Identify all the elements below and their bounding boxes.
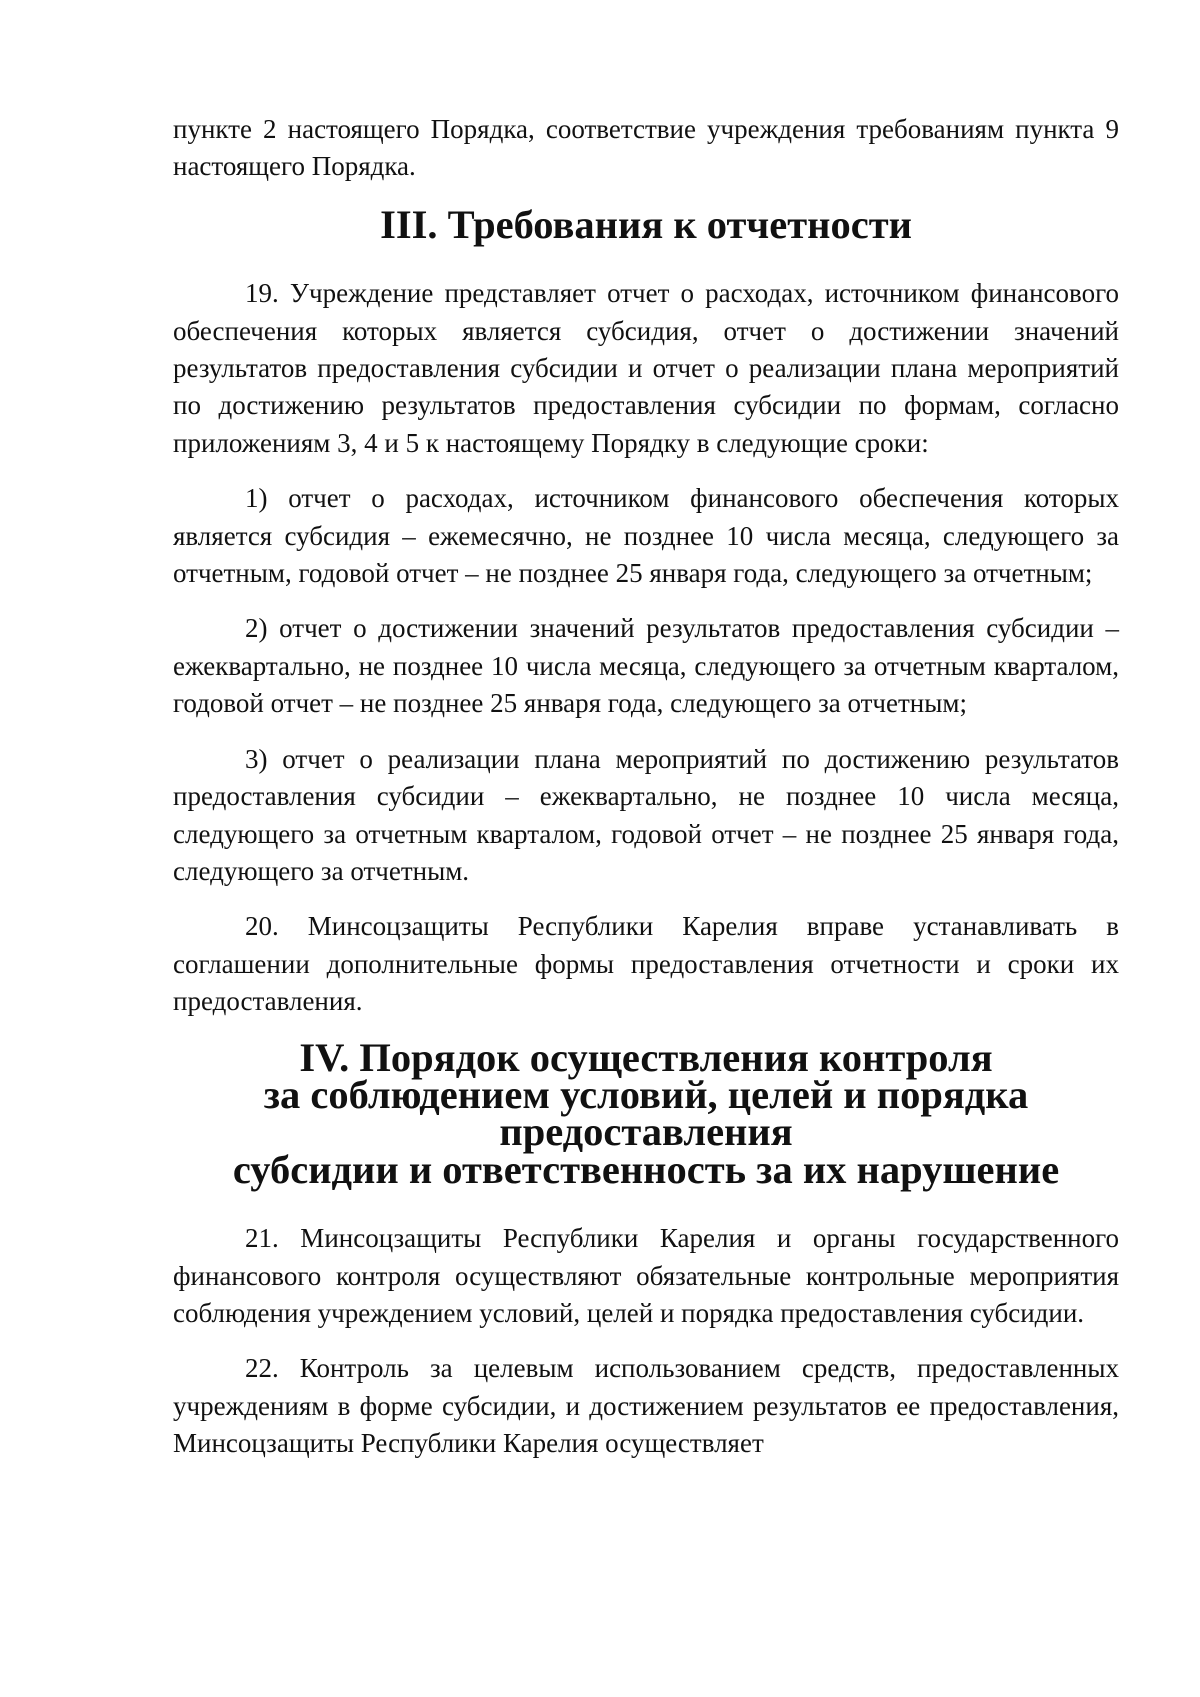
paragraph-21: 21. Минсоцзащиты Республики Карелия и органы государственного финансового контроля осуществляют обязательные контрольные мероприятия соблюдения учреждением условий, целей и порядка предоставления субсидии. [173, 1223, 1119, 1328]
document-body [173, 111, 1119, 1463]
section-4-heading-line-3: субсидии и ответственность за их нарушение [232, 1146, 1060, 1192]
paragraph-19-item-2: 2) отчет о достижении значений результатов предоставления субсидии – ежеквартально, не позднее 10 числа месяца, следующего за отчетным кварталом, годовой отчет – не позднее 25 января года, следующего за отчетным; [173, 613, 1119, 719]
section-4-heading [173, 1034, 1119, 1192]
section-3-heading-text: III. Требования к отчетности [380, 201, 912, 247]
section-4-heading-line-2: за соблюдением условий, целей и порядка предоставления [263, 1071, 1029, 1155]
section-4-heading-line-1: IV. Порядок осуществления контроля [299, 1034, 993, 1080]
paragraph-19-item-1: 1) отчет о расходах, источником финансового обеспечения которых является субсидия – ежемесячно, не позднее 10 числа месяца, следующего за отчетным, годовой отчет – не позднее 25 января года, следующего за отчетным; [173, 483, 1119, 589]
paragraph-20: 20. Минсоцзащиты Республики Карелия вправе устанавливать в соглашении дополнительные формы предоставления отчетности и сроки их предоставления. [173, 911, 1119, 1017]
paragraph-22: 22. Контроль за целевым использованием средств, предоставленных учреждениям в форме субсидии, и достижением результатов ее предоставления, Минсоцзащиты Республики Карелия осуществляет [173, 1353, 1119, 1459]
continuation-paragraph: пункте 2 настоящего Порядка, соответствие учреждения требованиям пункта 9 настоящего Порядка. [173, 114, 1119, 182]
section-3-heading [173, 201, 1119, 247]
paragraph-19-item-3: 3) отчет о реализации плана мероприятий по достижению результатов предоставления субсидии – ежеквартально, не позднее 10 числа месяца, следующего за отчетным кварталом, годовой отчет – не позднее 25 января года, следующего за отчетным. [173, 743, 1119, 886]
paragraph-19: 19. Учреждение представляет отчет о расходах, источником финансового обеспечения которых является субсидия, отчет о достижении значений результатов предоставления субсидии и отчет о реализации плана мероприятий по достижению результатов предоставления субсидии по формам, согласно приложениям 3, 4 и 5 к настоящему Порядку в следующие сроки: [173, 278, 1119, 458]
